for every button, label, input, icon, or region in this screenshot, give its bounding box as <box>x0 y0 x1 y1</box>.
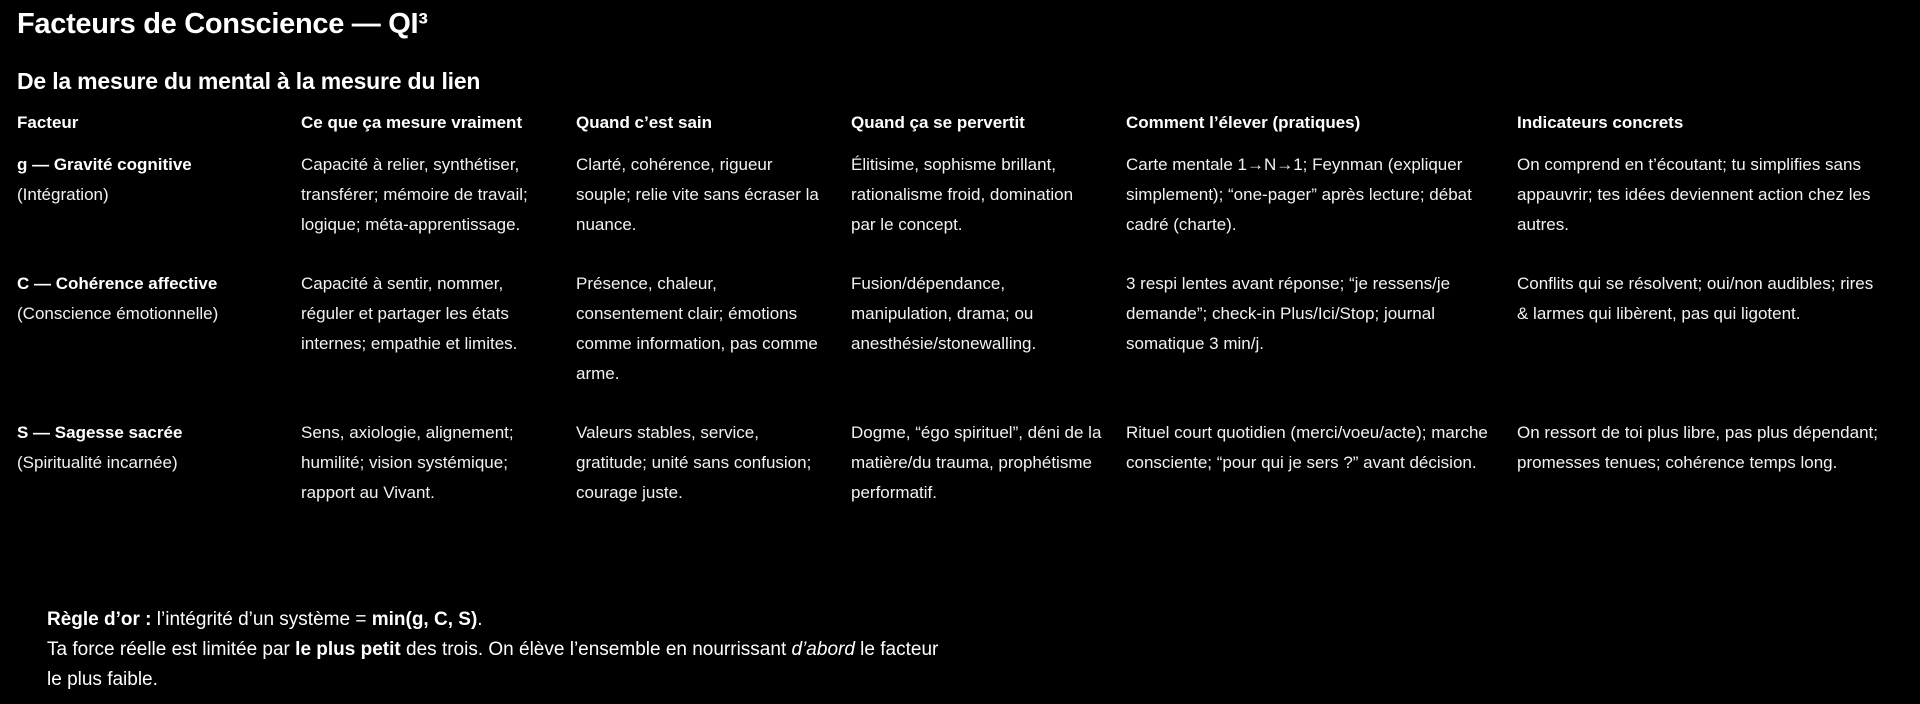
cell-perverted: Élitisime, sophisme brillant, rationalisme froid, domination par le concept. <box>851 155 1074 234</box>
page-title: Facteurs de Conscience — QI³ <box>17 8 428 40</box>
column-header-factor: Facteur <box>17 113 79 132</box>
table-header-row <box>17 108 1907 150</box>
golden-rule-text: Ta force réelle est limitée par <box>47 639 296 660</box>
golden-rule-note <box>47 605 947 695</box>
table-row <box>17 269 1907 418</box>
factor-name: S — Sagesse sacrée <box>17 423 183 442</box>
golden-rule-italic: d’abord <box>791 639 855 660</box>
cell-indicators: On comprend en t’écoutant; tu simplifies sans appauvrir; tes idées deviennent action chez les autres. <box>1517 155 1871 234</box>
cell-measures: Capacité à relier, synthétiser, transférer; mémoire de travail; logique; méta-apprentissage. <box>301 155 528 234</box>
column-header-healthy: Quand c’est sain <box>576 113 713 132</box>
factor-name: g — Gravité cognitive <box>17 155 192 174</box>
golden-rule-text: le facteur le plus faible. <box>47 639 939 690</box>
cell-healthy: Clarté, cohérence, rigueur souple; relie vite sans écraser la nuance. <box>576 155 819 234</box>
column-header-perverted: Quand ça se pervertit <box>851 113 1025 132</box>
cell-measures: Capacité à sentir, nommer, réguler et partager les états internes; empathie et limites. <box>301 274 518 353</box>
column-header-practices: Comment l’élever (pratiques) <box>1126 113 1361 132</box>
golden-rule-emphasis: le plus petit <box>295 639 401 660</box>
table-row <box>17 418 1907 537</box>
cell-measures: Sens, axiologie, alignement; humilité; vision systémique; rapport au Vivant. <box>301 423 514 502</box>
golden-rule-text: des trois. On élève l’ensemble en nourrissant <box>400 639 792 660</box>
golden-rule-line-2 <box>47 635 947 695</box>
factor-name: C — Cohérence affective <box>17 274 218 293</box>
factor-subtitle: (Spiritualité incarnée) <box>17 453 178 472</box>
column-header-indicators: Indicateurs concrets <box>1517 113 1684 132</box>
cell-perverted: Dogme, “égo spirituel”, déni de la matière/du trauma, prophétisme performatif. <box>851 423 1102 502</box>
cell-practices: Carte mentale 1→N→1; Feynman (expliquer simplement); “one-pager” après lecture; débat cadré (charte). <box>1126 155 1472 234</box>
table-row <box>17 150 1907 269</box>
cell-factor <box>17 150 301 269</box>
cell-factor <box>17 269 301 418</box>
column-header-measures: Ce que ça mesure vraiment <box>301 113 523 132</box>
golden-rule-text: l’intégrité d’un système = <box>151 609 372 630</box>
cell-practices: 3 respi lentes avant réponse; “je ressens/je demande”; check-in Plus/Ici/Stop; journal somatique 3 min/j. <box>1126 274 1451 353</box>
factors-table <box>17 108 1907 537</box>
factor-subtitle: (Intégration) <box>17 185 109 204</box>
golden-rule-formula: min(g, C, S) <box>371 609 478 630</box>
cell-indicators: On ressort de toi plus libre, pas plus dépendant; promesses tenues; cohérence temps long. <box>1517 423 1878 472</box>
cell-practices: Rituel court quotidien (merci/voeu/acte); marche consciente; “pour qui je sers ?” avant décision. <box>1126 423 1488 472</box>
cell-perverted: Fusion/dépendance, manipulation, drama; ou anesthésie/stonewalling. <box>851 274 1037 353</box>
golden-rule-period: . <box>477 609 483 630</box>
cell-healthy: Présence, chaleur, consentement clair; émotions comme information, pas comme arme. <box>576 274 818 383</box>
cell-factor <box>17 418 301 537</box>
golden-rule-label: Règle d’or : <box>47 609 152 630</box>
cell-indicators: Conflits qui se résolvent; oui/non audibles; rires & larmes qui libèrent, pas qui ligotent. <box>1517 274 1874 323</box>
golden-rule-line-1 <box>47 605 947 635</box>
factor-subtitle: (Conscience émotionnelle) <box>17 304 219 323</box>
cell-healthy: Valeurs stables, service, gratitude; unité sans confusion; courage juste. <box>576 423 812 502</box>
page-subtitle: De la mesure du mental à la mesure du lien <box>17 68 481 94</box>
